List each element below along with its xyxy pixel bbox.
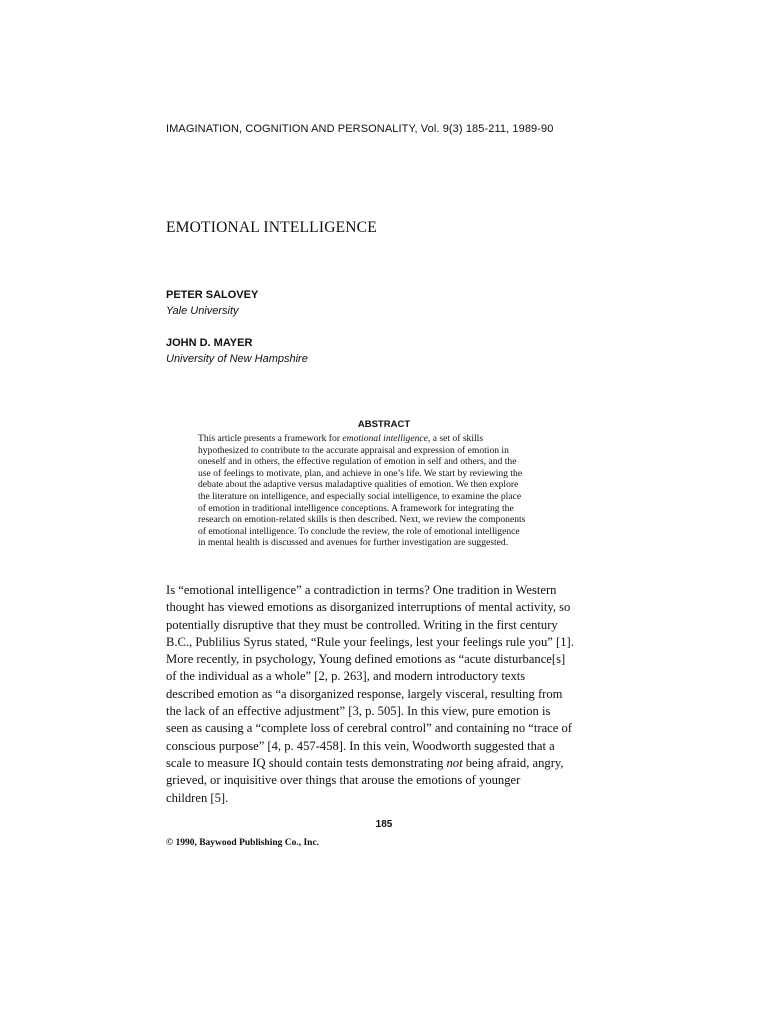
body-line: conscious purpose” [4, p. 457-458]. In this vein, Woodworth suggested that a bbox=[166, 738, 555, 753]
abstract-body bbox=[198, 433, 600, 549]
page-number: 185 bbox=[375, 819, 393, 830]
body-line: thought has viewed emotions as disorganized interruptions of mental activity, so bbox=[166, 600, 571, 615]
abstract-emphasis: emotional intelligence bbox=[342, 433, 428, 444]
abstract-line: the literature on intelligence, and especially social intelligence, to examine the place bbox=[198, 490, 522, 502]
author-name: JOHN D. MAYER bbox=[166, 337, 253, 349]
abstract-line: debate about the adaptive versus maladaptive qualities of emotion. We then explore bbox=[198, 479, 519, 491]
body-line: More recently, in psychology, Young defined emotions as “acute disturbance[s] bbox=[166, 652, 566, 667]
body-line: seen as causing a “complete loss of cerebral control” and containing no “trace of bbox=[166, 721, 572, 736]
copyright-notice: © 1990, Baywood Publishing Co., Inc. bbox=[166, 838, 320, 848]
body-line: children [5]. bbox=[166, 790, 229, 805]
abstract-line: research on emotion-related skills is then described. Next, we review the components bbox=[198, 514, 526, 526]
author-name: PETER SALOVEY bbox=[166, 289, 259, 301]
abstract-line: use of feelings to motivate, plan, and achieve in one’s life. We start by reviewing the bbox=[198, 467, 523, 479]
abstract-line bbox=[198, 433, 600, 445]
body-line-segment: being afraid, angry, bbox=[462, 755, 564, 770]
body-line: the lack of an effective adjustment” [3, p. 505]. In this view, pure emotion is bbox=[166, 704, 551, 719]
author-affiliation: University of New Hampshire bbox=[166, 353, 308, 365]
body-emphasis: not bbox=[446, 755, 463, 770]
abstract-line: of emotion in traditional intelligence conceptions. A framework for integrating the bbox=[198, 502, 514, 514]
body-line: Is “emotional intelligence” a contradiction in terms? One tradition in Western bbox=[166, 583, 557, 597]
abstract-line-segment: This article presents a framework for bbox=[198, 433, 343, 444]
body-line: described emotion as “a disorganized response, largely visceral, resulting from bbox=[166, 686, 563, 701]
abstract-line: hypothesized to contribute to the accurate appraisal and expression of emotion in bbox=[198, 444, 509, 456]
body-paragraph bbox=[166, 582, 606, 807]
article-title: EMOTIONAL INTELLIGENCE bbox=[166, 219, 377, 236]
journal-citation: IMAGINATION, COGNITION AND PERSONALITY, Vol. 9(3) 185-211, 1989-90 bbox=[166, 123, 554, 135]
abstract-line: of emotional intelligence. To conclude the review, the role of emotional intelligence bbox=[198, 525, 520, 537]
body-line bbox=[166, 755, 606, 772]
abstract-line-segment: , a set of skills bbox=[427, 433, 484, 444]
body-line: potentially disruptive that they must be controlled. Writing in the first century bbox=[166, 617, 558, 632]
body-line: B.C., Publilius Syrus stated, “Rule your feelings, lest your feelings rule you” [1]. bbox=[166, 634, 574, 649]
abstract-line: oneself and in others, the effective regulation of emotion in self and others, and the bbox=[198, 456, 517, 468]
body-line-segment: scale to measure IQ should contain tests demonstrating bbox=[166, 755, 447, 770]
abstract-heading: ABSTRACT bbox=[357, 419, 411, 430]
body-line: of the individual as a whole” [2, p. 263], and modern introductory texts bbox=[166, 669, 526, 684]
abstract-line: in mental health is discussed and avenues for further investigation are suggested. bbox=[198, 537, 509, 549]
body-line: grieved, or inquisitive over things that arouse the emotions of younger bbox=[166, 773, 521, 788]
author-affiliation: Yale University bbox=[166, 305, 239, 317]
